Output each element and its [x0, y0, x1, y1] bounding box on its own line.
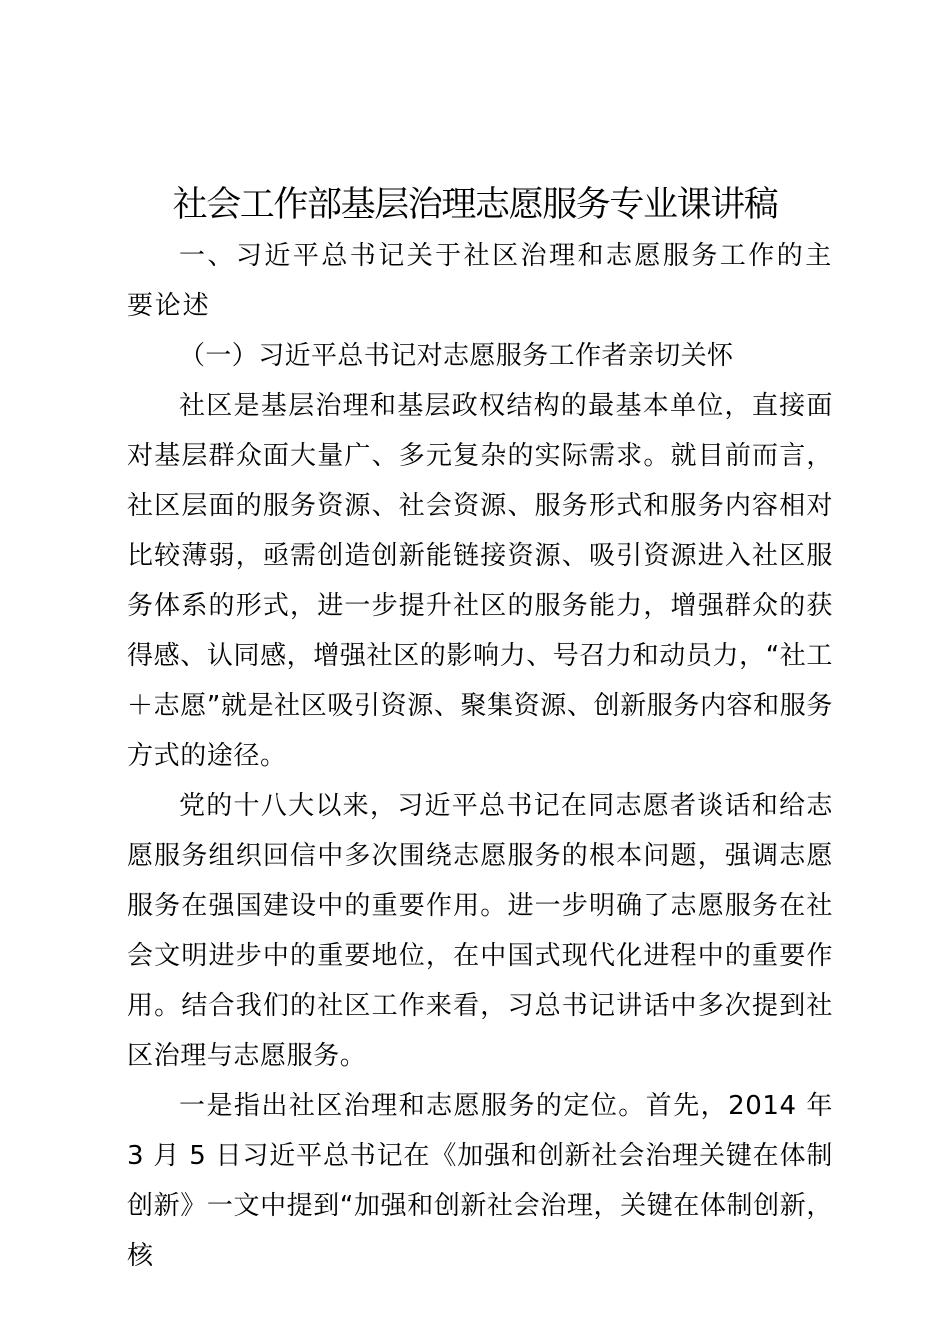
body-paragraph: 党的十八大以来，习近平总书记在同志愿者谈话和给志愿服务组织回信中多次围绕志愿服务的根本问题，强调志愿服务在强国建设中的重要作用。进一步明确了志愿服务在社会文明进步中的重要地位，在中国式现代化进程中的重要作用。结合我们的社区工作来看，习总书记讲话中多次提到社区治理与志愿服务。	[127, 791, 833, 1071]
section-heading: 一、习近平总书记关于社区治理和志愿服务工作的主要论述	[127, 241, 833, 321]
document-body	[127, 231, 833, 1281]
body-paragraph: 社区是基层治理和基层政权结构的最基本单位，直接面对基层群众面大量广、多元复杂的实际需求。就目前而言，社区层面的服务资源、社会资源、服务形式和服务内容相对比较薄弱，亟需创造创新能链接资源、吸引资源进入社区服务体系的形式，进一步提升社区的服务能力，增强群众的获得感、认同感，增强社区的影响力、号召力和动员力，“社工＋志愿”就是社区吸引资源、聚集资源、创新服务内容和服务方式的途径。	[127, 391, 833, 771]
subsection-heading: （一）习近平总书记对志愿服务工作者亲切关怀	[179, 341, 734, 371]
document-title: 社会工作部基层治理志愿服务专业课讲稿	[172, 185, 778, 225]
body-paragraph: 一是指出社区治理和志愿服务的定位。首先，2014 年 3 月 5 日习近平总书记在《加强和创新社会治理关键在体制创新》一文中提到“加强和创新社会治理，关键在体制创新，核	[127, 1091, 833, 1271]
